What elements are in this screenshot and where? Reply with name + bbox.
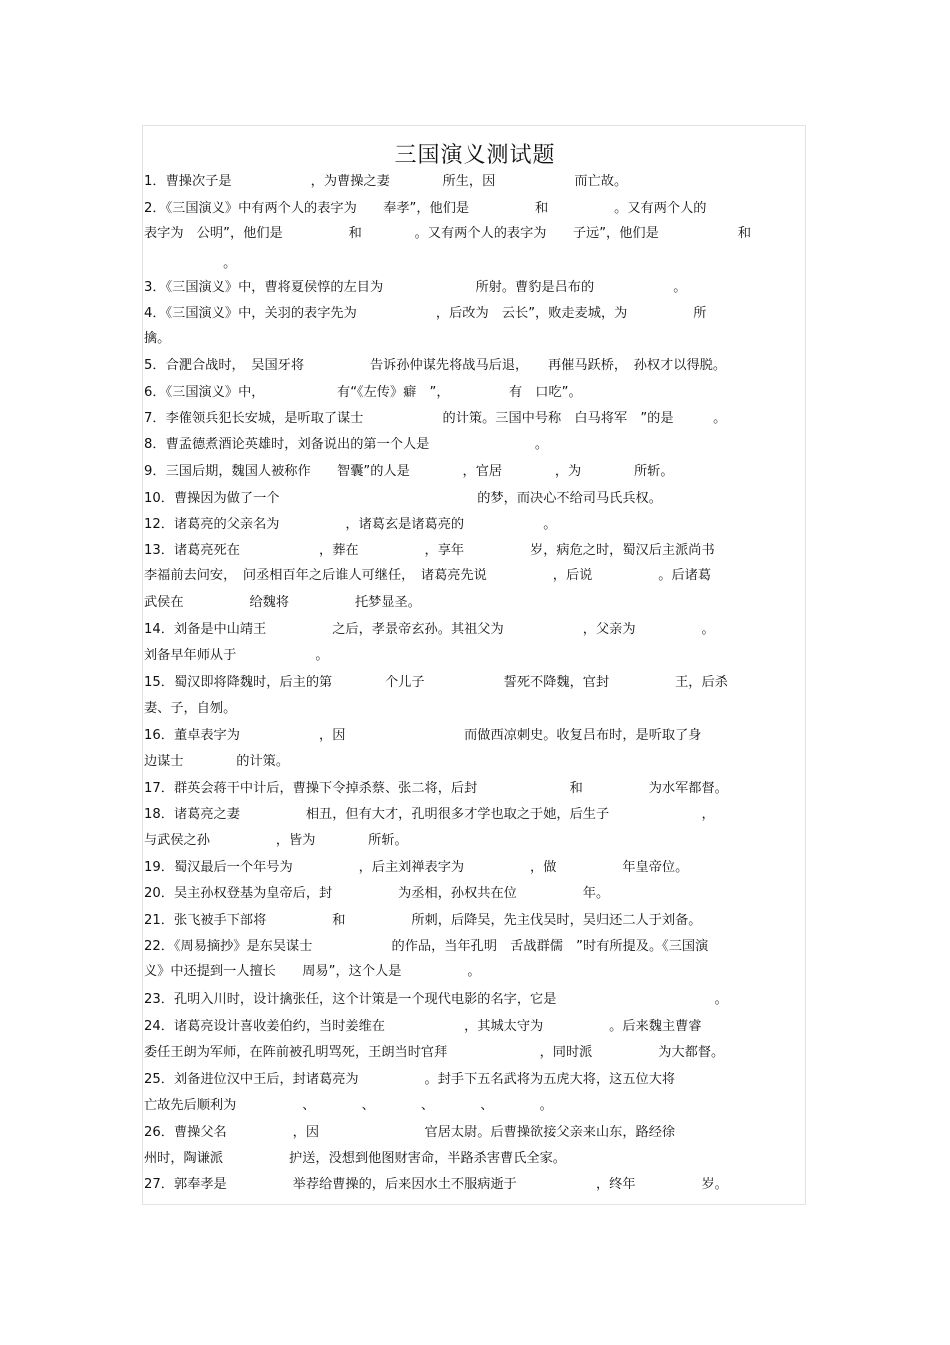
question-line: 边谋士 的计策。 — [144, 754, 290, 769]
question-line: 23．孔明入川时，设计擒张任，这个计策是一个现代电影的名字，它是 。 — [144, 992, 728, 1007]
question-line: 2．《三国演义》中有两个人的表字为 奉孝”，他们是 和 。又有两个人的 — [144, 201, 707, 216]
question-line: 6．《三国演义》中， 有“《左传》癖 ”， 有 口吃”。 — [144, 385, 582, 400]
question-line: 18．诸葛亮之妻 相丑，但有大才，孔明很多才学也取之于她，后生子 ， — [144, 807, 715, 822]
question-line: 1．曹操次子是 ，为曹操之妻 所生，因 而亡故。 — [144, 174, 628, 189]
question-line: 武侯在 给魏将 托梦显圣。 — [144, 595, 421, 610]
question-line: 与武侯之孙 ，皆为 所斩。 — [144, 833, 408, 848]
question-line: 8．曹孟德煮酒论英雄时，刘备说出的第一个人是 。 — [144, 437, 549, 452]
question-line: 12．诸葛亮的父亲名为 ，诸葛玄是诸葛亮的 。 — [144, 517, 557, 532]
question-line: 22．《周易摘抄》是东吴谋士 的作品，当年孔明 舌战群儒 ”时有所提及。《三国演 — [144, 939, 709, 954]
question-line: 州时，陶谦派 护送，没想到他图财害命，半路杀害曹氏全家。 — [144, 1151, 566, 1166]
question-line: 7．李傕领兵犯长安城，是听取了谋士 的计策。三国中号称 白马将军 ”的是 。 — [144, 411, 727, 426]
question-line: 9．三国后期，魏国人被称作 智囊”的人是 ，官居 ，为 所斩。 — [144, 464, 674, 479]
question-line: 李福前去问安， 问丞相百年之后谁人可继任， 诸葛亮先说 ，后说 。后诸葛 — [144, 568, 712, 583]
question-line: 21．张飞被手下部将 和 所刺，后降吴，先主伐吴时，吴归还二人于刘备。 — [144, 913, 702, 928]
question-line: 委任王朗为军师，在阵前被孔明骂死，王朗当时官拜 ，同时派 为大都督。 — [144, 1045, 725, 1060]
question-line: 擒。 — [144, 331, 171, 346]
question-line: 17．群英会蒋干中计后，曹操下令掉杀蔡、张二将，后封 和 为水军都督。 — [144, 781, 728, 796]
question-line: 20．吴主孙权登基为皇帝后，封 为丞相，孙权共在位 年。 — [144, 886, 610, 901]
question-line: 27．郭奉孝是 举荐给曹操的，后来因水土不服病逝于 ，终年 岁。 — [144, 1177, 728, 1192]
question-line: 义》中还提到一人擅长 周易”，这个人是 。 — [144, 964, 481, 979]
question-line: 10．曹操因为做了一个 的梦，而决心不给司马氏兵权。 — [144, 491, 662, 506]
question-line: 15．蜀汉即将降魏时，后主的第 个儿子 誓死不降魏，官封 王，后杀 — [144, 675, 728, 690]
question-line: 刘备早年师从于 。 — [144, 648, 329, 663]
question-line: 16．董卓表字为 ，因 而做西凉刺史。收复吕布时，是听取了身 — [144, 728, 702, 743]
question-line: 19．蜀汉最后一个年号为 ，后主刘禅表字为 ，做 年皇帝位。 — [144, 860, 689, 875]
question-line: 3．《三国演义》中，曹将夏侯惇的左目为 所射。曹豹是吕布的 。 — [144, 280, 687, 295]
question-line: 表字为 公明”，他们是 和 。又有两个人的表字为 子远”，他们是 和 — [144, 226, 752, 241]
page-title: 三国演义测试题 — [394, 142, 556, 168]
question-line: 妻、子，自刎。 — [144, 701, 237, 716]
question-line: 13．诸葛亮死在 ，葬在 ，享年 岁，病危之时，蜀汉后主派尚书 — [144, 543, 715, 558]
question-line: 14．刘备是中山靖王 之后，孝景帝玄孙。其祖父为 ，父亲为 。 — [144, 622, 715, 637]
question-line: 5．合淝合战时， 吴国牙将 告诉孙仲谋先将战马后退， 再催马跃桥， 孙权才以得脱。 — [144, 358, 727, 373]
question-line: 4．《三国演义》中，关羽的表字先为 ，后改为 云长”，败走麦城，为 所 — [144, 306, 707, 321]
question-line: 26．曹操父名 ，因 官居太尉。后曹操欲接父亲来山东，路经徐 — [144, 1125, 676, 1140]
question-line: 24．诸葛亮设计喜收姜伯约，当时姜维在 ，其城太守为 。后来魏主曹睿 — [144, 1019, 702, 1034]
question-line: 亡故先后顺利为 、 、 、 、 。 — [144, 1098, 553, 1113]
question-line: 25．刘备进位汉中王后，封诸葛亮为 。封手下五名武将为五虎大将，这五位大将 — [144, 1072, 676, 1087]
question-line: 。 — [144, 256, 237, 271]
